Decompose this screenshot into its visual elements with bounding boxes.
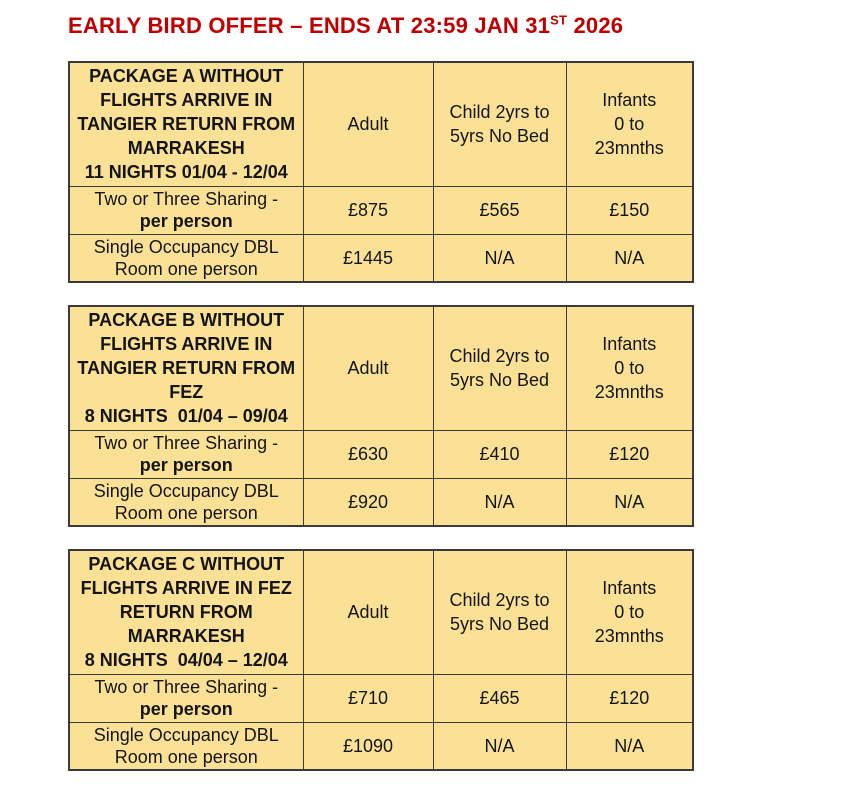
- package-a-single-adult-price: £1445: [303, 234, 433, 282]
- package-b-sharing-child-price: £410: [433, 430, 566, 478]
- package-b-single-row: [69, 478, 693, 526]
- page-title: [68, 13, 862, 39]
- single-label-line2: Room one person: [114, 746, 258, 767]
- package-a-sharing-row: [69, 186, 693, 234]
- sharing-label-line1: Two or Three Sharing -: [94, 189, 279, 209]
- package-a-sharing-adult-price: £875: [303, 186, 433, 234]
- package-a-single-child-price: N/A: [433, 234, 566, 282]
- package-a-header-row: [69, 62, 693, 186]
- sharing-label-line1: Two or Three Sharing -: [94, 677, 279, 697]
- package-a-infants-column-header: Infants 0 to 23mnths: [566, 62, 693, 186]
- package-c-sharing-row-label: [69, 674, 303, 722]
- sharing-label-line2: per person: [139, 455, 233, 475]
- package-a-sharing-row-label: [69, 186, 303, 234]
- package-b-adult-column-header: Adult: [303, 306, 433, 430]
- package-b-sharing-infants-price: £120: [566, 430, 693, 478]
- package-b-child-column-header: Child 2yrs to 5yrs No Bed: [433, 306, 566, 430]
- package-c-sharing-adult-price: £710: [303, 674, 433, 722]
- package-c-sharing-row: [69, 674, 693, 722]
- package-c-sharing-infants-price: £120: [566, 674, 693, 722]
- package-a-sharing-child-price: £565: [433, 186, 566, 234]
- package-a-single-infants-price: N/A: [566, 234, 693, 282]
- package-a-child-column-header: Child 2yrs to 5yrs No Bed: [433, 62, 566, 186]
- package-b-pricing-table: [68, 305, 694, 527]
- package-c-adult-column-header: Adult: [303, 550, 433, 674]
- single-label-line2: Room one person: [114, 258, 258, 279]
- package-b-header-row: [69, 306, 693, 430]
- package-b-single-infants-price: N/A: [566, 478, 693, 526]
- package-c-single-adult-price: £1090: [303, 722, 433, 770]
- single-label-line1: Single Occupancy DBL: [93, 480, 279, 501]
- package-c-sharing-child-price: £465: [433, 674, 566, 722]
- package-a-pricing-table: [68, 61, 694, 283]
- package-c-header-row: [69, 550, 693, 674]
- package-c-single-infants-price: N/A: [566, 722, 693, 770]
- package-c-single-row: [69, 722, 693, 770]
- package-b-single-child-price: N/A: [433, 478, 566, 526]
- sharing-label-line1: Two or Three Sharing -: [94, 433, 279, 453]
- package-b-infants-column-header: Infants 0 to 23mnths: [566, 306, 693, 430]
- sharing-label-line2: per person: [139, 699, 233, 719]
- package-b-sharing-row-label: [69, 430, 303, 478]
- page-title-year: 2026: [567, 13, 624, 38]
- single-label-line1: Single Occupancy DBL: [93, 724, 279, 745]
- package-c-single-child-price: N/A: [433, 722, 566, 770]
- package-c-title-cell: PACKAGE C WITHOUT FLIGHTS ARRIVE IN FEZ RETURN FROM MARRAKESH 8 NIGHTS 04/04 – 12/04: [69, 550, 303, 674]
- single-label-line1: Single Occupancy DBL: [93, 236, 279, 257]
- sharing-label-line2: per person: [139, 211, 233, 231]
- package-a-single-row-label: [69, 234, 303, 282]
- package-a-single-row: [69, 234, 693, 282]
- package-c-single-row-label: [69, 722, 303, 770]
- page-title-text: EARLY BIRD OFFER – ENDS AT 23:59 JAN 31: [68, 13, 551, 38]
- single-label-line2: Room one person: [114, 502, 258, 523]
- package-a-title-cell: PACKAGE A WITHOUT FLIGHTS ARRIVE IN TANGIER RETURN FROM MARRAKESH 11 NIGHTS 01/04 - 12/04: [69, 62, 303, 186]
- package-b-single-row-label: [69, 478, 303, 526]
- package-c-infants-column-header: Infants 0 to 23mnths: [566, 550, 693, 674]
- package-c-child-column-header: Child 2yrs to 5yrs No Bed: [433, 550, 566, 674]
- package-a-sharing-infants-price: £150: [566, 186, 693, 234]
- package-b-sharing-row: [69, 430, 693, 478]
- package-b-sharing-adult-price: £630: [303, 430, 433, 478]
- ordinal-superscript: ST: [550, 12, 568, 28]
- package-a-adult-column-header: Adult: [303, 62, 433, 186]
- package-c-pricing-table: [68, 549, 694, 771]
- package-b-title-cell: PACKAGE B WITHOUT FLIGHTS ARRIVE IN TANGIER RETURN FROM FEZ 8 NIGHTS 01/04 – 09/04: [69, 306, 303, 430]
- package-b-single-adult-price: £920: [303, 478, 433, 526]
